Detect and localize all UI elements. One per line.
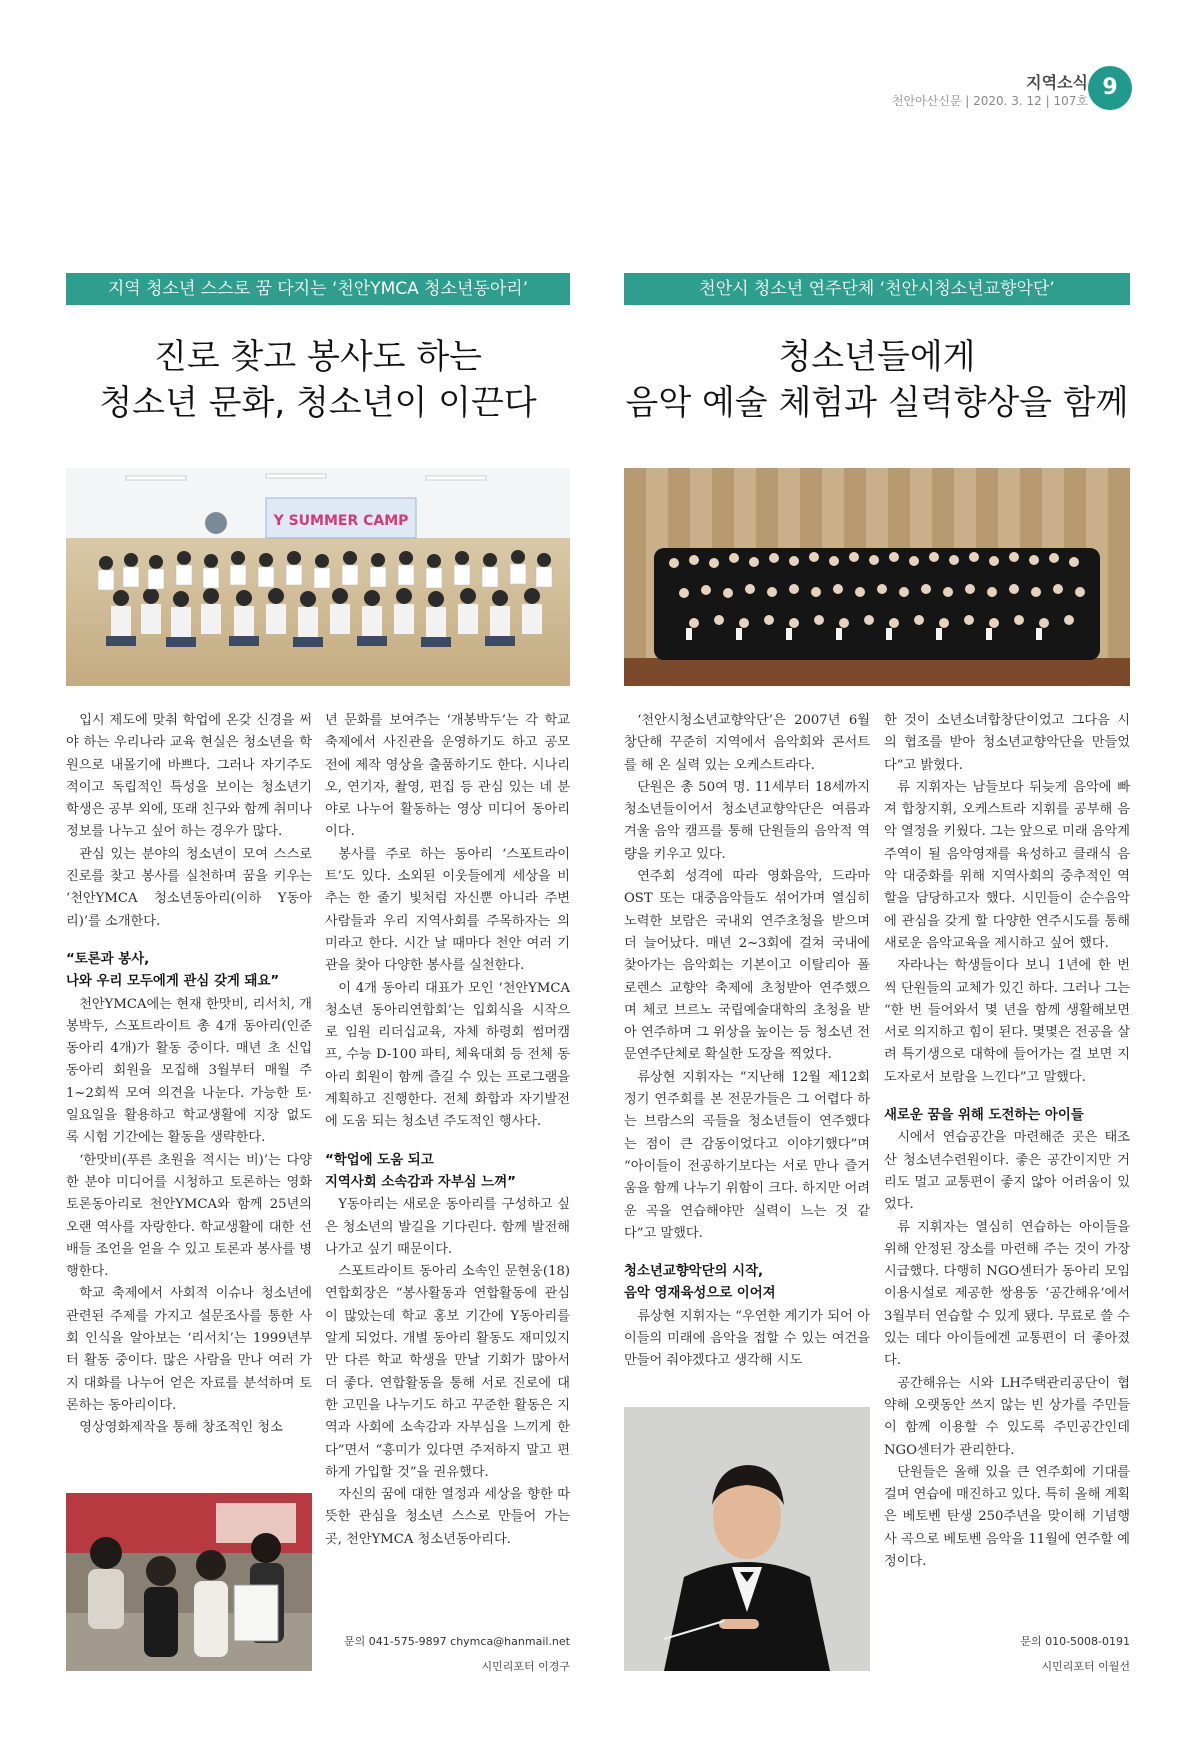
paragraph: ‘천안시청소년교향악단’은 2007년 6월 창단해 꾸준히 지역에서 음악회와 콘서트를 해 온 실력 있는 오케스트라다. xyxy=(624,713,870,773)
camp-photo-illustration xyxy=(66,468,570,686)
paragraph: 단원들은 올해 있을 큰 연주회에 기대를 걸며 연습에 매진하고 있다. 특히 올해 계획은 베토벤 탄생 250주년을 맞이해 기념행사 곡으로 베토벤 음악을 11월에 연주할 예정이다. xyxy=(884,1464,1130,1569)
camp-banner-sign: Y SUMMER CAMP xyxy=(273,513,409,529)
right-article-column-2 xyxy=(884,710,1130,1573)
right-headline-line-2: 음악 예술 체험과 실력향상을 함께 xyxy=(625,383,1129,423)
subheading-line-1: 새로운 꿈을 위해 도전하는 아이들 xyxy=(884,1108,1084,1124)
paragraph: 시에서 연습공간을 마련해준 곳은 태조산 청소년수련원이다. 좋은 공간이지만 거리도 멀고 교통편이 좋지 않아 어려움이 있었다. xyxy=(884,1130,1130,1213)
right-reporter-credit: 시민리포터 이월선 xyxy=(1041,1660,1130,1673)
subheading-line-2: 음악 영재육성으로 이어져 xyxy=(624,1286,776,1302)
paragraph: ‘한맛비(푸른 초원을 적시는 비)’는 다양한 분야 미디어를 시청하고 토론하는 영화토론동아리로 천안YMCA와 함께 25년의 오랜 역사를 자랑한다. 학교생활에 대한 선배들 조언을 얻을 수 있고 토론과 봉사를 병행한다. xyxy=(66,1152,312,1280)
right-headline-line-1: 청소년들에게 xyxy=(778,337,976,377)
paragraph: Y동아리는 새로운 동아리를 구성하고 싶은 청소년의 발길을 기다린다. 함께 발전해나가고 싶기 때문이다. xyxy=(325,1197,570,1257)
paragraph: 류상현 지휘자는 “우연한 계기가 되어 아이들의 미래에 음악을 접할 수 있는 여건을 만들어 줘야겠다고 생각해 시도 xyxy=(624,1308,870,1369)
survey-photo-illustration xyxy=(66,1493,312,1671)
section-title: 지역소식 xyxy=(1026,73,1088,92)
left-headline xyxy=(66,334,570,426)
subheading-line-2: 지역사회 소속감과 자부심 느껴” xyxy=(325,1174,516,1190)
left-headline-line-1: 진로 찾고 봉사도 하는 xyxy=(153,337,483,377)
paragraph: 영상영화제작을 통해 창조적인 청소 xyxy=(79,1420,283,1436)
paragraph: 단원은 총 50여 명. 11세부터 18세까지 청소년들이어서 청소년교향악단은 여름과 겨울 음악 캠프를 통해 단원들의 음악적 역량을 키우고 있다. xyxy=(624,779,870,862)
subheading-line-2: 나와 우리 모두에게 관심 갖게 돼요” xyxy=(66,974,280,990)
issue-meta: 천안아산신문 | 2020. 3. 12 | 107호 xyxy=(891,94,1088,108)
paragraph: 학교 축제에서 사회적 이슈나 청소년에 관련된 주제를 가지고 설문조사를 통한 사회 인식을 알아보는 ‘리서치’는 1999년부터 활동 중이다. 많은 사람을 만나 여러 가지 대화를 나누어 얻은 자료를 분석하며 토론하는 동아리이다. xyxy=(66,1286,312,1413)
paragraph: 봉사를 주로 하는 동아리 ‘스포트라이트’도 있다. 소외된 이웃들에게 세상을 비추는 한 줄기 빛처럼 자신뿐 아니라 주변 사람들과 우리 지역사회를 주목하자는 의미라고 한다. 시간 날 때마다 천안 여러 기관을 찾아 다양한 봉사를 실천한다. xyxy=(325,846,570,974)
research-club-survey-photo xyxy=(66,1493,312,1671)
paragraph: 자신의 꿈에 대한 열정과 세상을 향한 따뜻한 관심을 청소년 스스로 만들어 가는 곳, 천안YMCA 청소년동아리다. xyxy=(325,1487,570,1547)
conductor-portrait-photo xyxy=(624,1407,870,1671)
paragraph: 천안YMCA에는 현재 한맛비, 리서치, 개봉박두, 스포트라이트 총 4개 동아리(인준동아리 4개)가 활동 중이다. 매년 초 신입 동아리 회원을 모집해 3월부터 매월 주 1~2회씩 모여 의견을 나눈다. 가능한 토·일요일을 활용하고 학교생활에 지장 없도록 시험 기간에는 활동을 생략한다. xyxy=(66,996,312,1146)
paragraph: 스포트라이트 동아리 소속인 문현웅(18) 연합회장은 “봉사활동과 연합활동에 관심이 많았는데 학교 홍보 기간에 Y동아리를 알게 되었다. 개별 동아리 활동도 재미있지만 다른 학교 학생을 만날 기회가 많아서 더 좋다. 연합활동을 통해 서로 진로에 대한 고민을 나누기도 하고 꾸준한 활동은 지역과 사회에 소속감과 자부심을 느끼게 한다”면서 “흥미가 있다면 주저하지 말고 편하게 가입할 것”을 권유했다. xyxy=(325,1264,570,1480)
left-article-column-1 xyxy=(66,710,312,1440)
paragraph: 류 지휘자는 열심히 연습하는 아이들을 위해 안정된 장소를 마련해 주는 것이 가장 시급했다. 다행히 NGO센터가 동아리 모임 이용시설로 제공한 쌍용동 ‘공간해유’에서 3월부터 연습할 수 있게 됐다. 무료로 쓸 수 있는 데다 아이들에겐 교통편이 더 좋아졌다. xyxy=(884,1219,1130,1369)
left-article-column-2 xyxy=(325,710,570,1551)
paragraph: 관심 있는 분야의 청소년이 모여 스스로 진로를 찾고 봉사를 실천하며 꿈을 키우는 ‘천안YMCA 청소년동아리(이하 Y동아리)’를 소개한다. xyxy=(66,846,312,929)
conductor-portrait-illustration xyxy=(624,1407,870,1671)
paragraph: 류 지휘자는 남들보다 뒤늦게 음악에 빠져 합창지휘, 오케스트라 지휘를 공부해 음악 열정을 키웠다. 그는 앞으로 미래 음악계 주역이 될 음악영재를 육성하고 클래식 음악 대중화를 위해 지역사회의 중추적인 역할을 담당하고자 했다. 시민들이 순수음악에 관심을 갖게 할 다양한 연주시도를 통해 새로운 음악교육을 제시하고 싶어 했다. xyxy=(884,779,1130,951)
left-reporter-credit: 시민리포터 이경구 xyxy=(481,1660,570,1673)
youth-orchestra-group-photo xyxy=(624,468,1130,686)
paragraph: 자라나는 학생들이다 보니 1년에 한 번씩 단원들의 교체가 있긴 하다. 그러나 그는 “한 번 들어와서 몇 년을 함께 생활해보면 서로 의지하고 힘이 된다. 몇몇은 전공을 살려 특기생으로 대학에 들어가는 걸 보면 지도자로서 보람을 느낀다”고 말했다. xyxy=(884,958,1130,1085)
left-contact-info: 문의 041-575-9897 chymca@hanmail.net xyxy=(343,1635,570,1648)
right-article-column-1 xyxy=(624,710,870,1373)
page-number-badge: 9 xyxy=(1088,66,1132,110)
subheading-line-1: “학업에 도움 되고 xyxy=(325,1152,434,1168)
paragraph: 공간해유는 시와 LH주택관리공단이 협약해 오랫동안 쓰지 않는 빈 상가를 주민들이 함께 이용할 수 있도록 주민공간인데 NGO센터가 관리한다. xyxy=(884,1375,1130,1458)
subheading xyxy=(325,1150,570,1195)
paragraph: 이 4개 동아리 대표가 모인 ‘천안YMCA 청소년 동아리연합회’는 입회식을 시작으로 임원 리더십교육, 자체 하령회 썸머캠프, 수능 D-100 파티, 체육대회 등 전체 동아리 회원이 함께 즐길 수 있는 프로그램을 계획하고 진행한다. 전체 화합과 자기발전에 도움 되는 청소년 주도적인 행사다. xyxy=(325,980,570,1130)
right-headline xyxy=(624,334,1130,426)
ymca-camp-group-photo xyxy=(66,468,570,686)
subheading xyxy=(66,949,312,994)
subheading xyxy=(624,1261,870,1306)
right-contact-info: 문의 010-5008-0191 xyxy=(1020,1635,1130,1648)
paragraph: 류상현 지휘자는 “지난해 12월 제12회 정기 연주회를 본 전문가들은 그 어렵다 하는 브람스의 곡들을 청소년들이 연주했다는 점이 큰 감동이었다고 이야기했다”며 “아이들이 전공하기보다는 서로 만나 즐거움을 함께 나누기 위함이 크다. 하지만 어려운 곡을 연습해야만 실력이 느는 것 같다”고 말했다. xyxy=(624,1069,870,1241)
left-article-banner: 지역 청소년 스스로 꿈 다지는 ‘천안YMCA 청소년동아리’ xyxy=(66,273,570,305)
subheading-line-1: “토론과 봉사, xyxy=(66,951,150,967)
paragraph: 연주회 성격에 따라 영화음악, 드라마 OST 또는 대중음악들도 섞어가며 열심히 노력한 보람은 국내외 연주초청을 받으며 더 늘어났다. 매년 2~3회에 걸쳐 국내에 찾아가는 음악회는 기본이고 이탈리아 폴로렌스 교향악 축제에 초청받아 연주했으며 체코 브르노 국립예술대학의 초청을 받아 연주하며 그 위상을 높이는 등 청소년 전문연주단체로 확실한 도장을 찍었다. xyxy=(624,869,870,1063)
orchestra-photo-illustration xyxy=(624,468,1130,686)
paragraph: 년 문화를 보여주는 ‘개봉박두’는 각 학교 축제에서 사진관을 운영하기도 하고 공모전에 제작 영상을 출품하기도 한다. 시나리오, 연기자, 촬영, 편집 등 관심 있는 네 분야로 나누어 활동하는 영상 미디어 동아리이다. xyxy=(325,713,570,840)
subheading xyxy=(884,1105,1130,1127)
left-headline-line-2: 청소년 문화, 청소년이 이끈다 xyxy=(99,383,537,423)
subheading-line-1: 청소년교향악단의 시작, xyxy=(624,1264,764,1280)
right-article-banner: 천안시 청소년 연주단체 ‘천안시청소년교향악단’ xyxy=(624,273,1130,305)
paragraph: 입시 제도에 맞춰 학업에 온갖 신경을 써야 하는 우리나라 교육 현실은 청소년을 학원으로 내몰기에 바쁘다. 그러나 자기주도적이고 독립적인 특성을 보이는 청소년기 학생은 공부 외에, 또래 친구와 함께 취미나 정보를 나누고 싶어 하는 경우가 많다. xyxy=(66,713,312,840)
paragraph: 한 것이 소년소녀합창단이었고 그다음 시의 협조를 받아 청소년교향악단을 만들었다”고 밝혔다. xyxy=(884,713,1130,773)
